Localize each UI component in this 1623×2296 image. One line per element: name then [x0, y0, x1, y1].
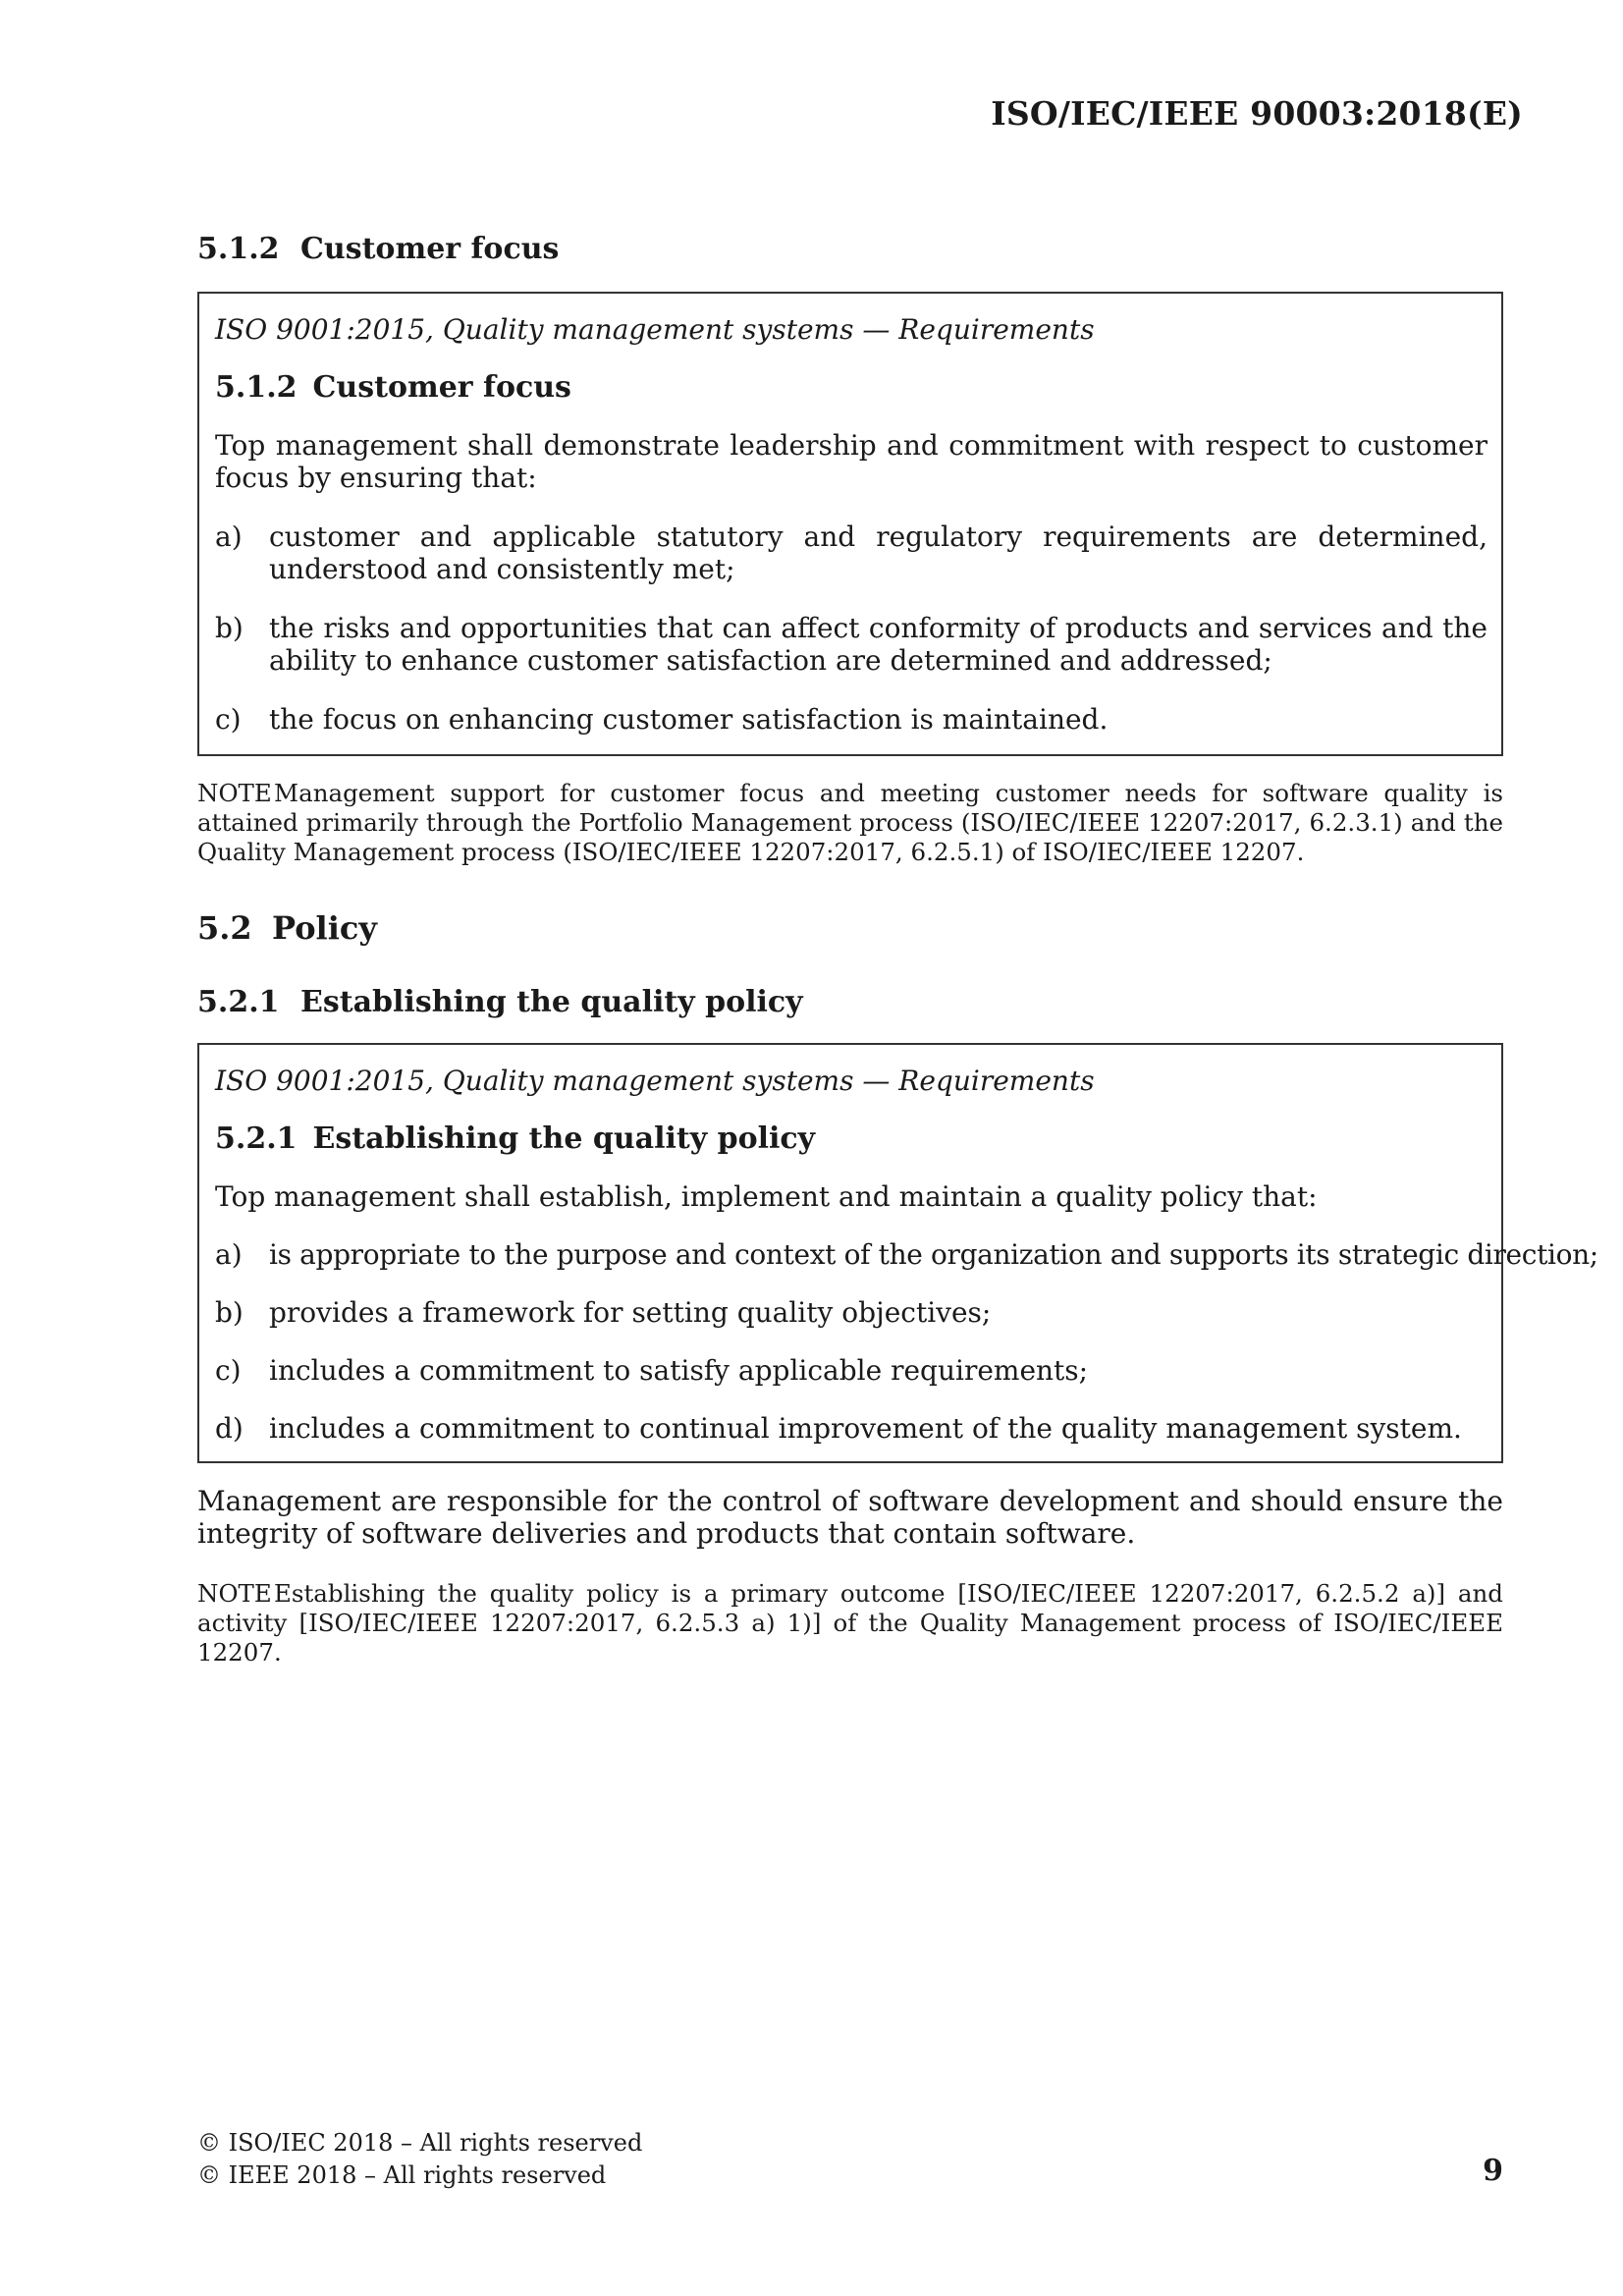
intro-paragraph: Top management shall demonstrate leadership and commitment with respect to customer focus by ensuring that: — [215, 429, 1488, 494]
quoted-requirement-box-5-1-2 — [197, 292, 1503, 756]
quoted-clause-title: Customer focus — [312, 370, 571, 405]
list-item — [215, 520, 1488, 585]
list-item — [215, 1296, 1488, 1329]
clause-heading-5-2-1 — [197, 985, 803, 1019]
list-text: the focus on enhancing customer satisfaction is maintained. — [269, 703, 1109, 736]
list-label: b) — [215, 1296, 243, 1329]
clause-heading-5-1-2 — [197, 232, 559, 266]
quoted-clause-number: 5.2.1 — [215, 1121, 298, 1156]
note-text: Management support for customer focus and meeting customer needs for software quality is attained primarily through the Portfolio Management process (ISO/IEC/IEEE 12207:2017, 6.2.3.1) and the Quality Management process (ISO/IEC/IEEE 12207:2017, 6.2.5.1) of ISO/IEC/IEEE 12207. — [197, 779, 1503, 866]
source-reference: ISO 9001:2015, Quality management systems — Requirements — [215, 1065, 1095, 1097]
list-label: c) — [215, 1354, 242, 1387]
clause-number: 5.1.2 — [197, 232, 280, 266]
note-tag: NOTE — [197, 779, 272, 807]
copyright-iso: © ISO/IEC 2018 – All rights reserved — [197, 2129, 643, 2157]
list-text: provides a framework for setting quality objectives; — [269, 1296, 992, 1329]
list-label: c) — [215, 703, 242, 736]
note-5-2-1 — [197, 1579, 1503, 1667]
standard-identifier: ISO/IEC/IEEE 90003:2018(E) — [991, 94, 1523, 133]
list-item — [215, 612, 1488, 677]
list-item — [215, 1238, 1598, 1271]
quoted-clause-number: 5.1.2 — [215, 370, 298, 405]
quoted-clause-title: Establishing the quality policy — [312, 1121, 816, 1156]
quoted-requirement-box-5-2-1 — [197, 1043, 1598, 1463]
list-item — [215, 1354, 1488, 1387]
list-item — [215, 703, 1488, 736]
page-number: 9 — [1483, 2154, 1503, 2188]
list-label: a) — [215, 520, 243, 553]
source-reference: ISO 9001:2015, Quality management systems — Requirements — [215, 313, 1095, 346]
list-text: includes a commitment to satisfy applicable requirements; — [269, 1354, 1089, 1387]
clause-title: Customer focus — [300, 232, 560, 266]
list-label: a) — [215, 1238, 243, 1271]
note-5-1-2 — [197, 779, 1503, 867]
clause-title: Establishing the quality policy — [300, 985, 803, 1019]
list-text: customer and applicable statutory and regulatory requirements are determined, understood and consistently met; — [269, 520, 1488, 585]
quoted-clause-heading — [215, 1121, 815, 1156]
intro-paragraph: Top management shall establish, implement and maintain a quality policy that: — [215, 1180, 1318, 1213]
list-label: d) — [215, 1412, 243, 1445]
clause-title: Policy — [272, 909, 377, 947]
body-paragraph: Management are responsible for the control of software development and should ensure the integrity of software deliveries and products that contain software. — [197, 1485, 1503, 1550]
list-label: b) — [215, 612, 243, 644]
note-text: Establishing the quality policy is a primary outcome [ISO/IEC/IEEE 12207:2017, 6.2.5.2 a)] and activity [ISO/IEC/IEEE 12207:2017, 6.2.5.3 a) 1)] of the Quality Management process of ISO/IEC/IEEE 12207. — [197, 1579, 1503, 1667]
clause-heading-5-2 — [197, 909, 377, 947]
clause-number: 5.2 — [197, 909, 252, 947]
clause-number: 5.2.1 — [197, 985, 280, 1019]
list-text: is appropriate to the purpose and context of the organization and supports its strategic direction; — [269, 1238, 1598, 1271]
list-item — [215, 1412, 1488, 1445]
note-tag: NOTE — [197, 1579, 272, 1608]
list-text: the risks and opportunities that can affect conformity of products and services and the ability to enhance customer satisfaction are determined and addressed; — [269, 612, 1488, 677]
list-text: includes a commitment to continual improvement of the quality management system. — [269, 1412, 1462, 1445]
quoted-clause-heading — [215, 370, 571, 405]
copyright-ieee: © IEEE 2018 – All rights reserved — [197, 2161, 607, 2189]
